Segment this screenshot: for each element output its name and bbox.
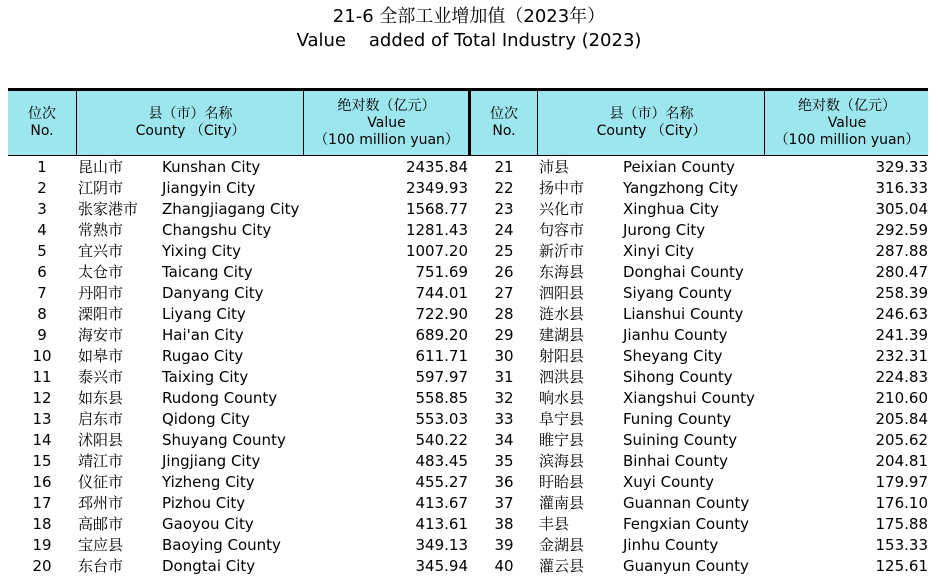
rank-cell: 29 [494, 326, 514, 344]
rank-cell: 17 [32, 494, 52, 512]
table-row [471, 430, 928, 451]
county-name-en: Qidong City [162, 410, 250, 428]
county-name-en: Changshu City [162, 221, 272, 239]
value-cell: 597.97 [415, 368, 468, 386]
county-name-en: Baoying County [162, 536, 281, 554]
rank-cell: 21 [494, 158, 514, 176]
county-name-en: Hai'an City [162, 326, 244, 344]
county-name-cn: 宜兴市 [78, 242, 124, 260]
rank-cell: 10 [32, 347, 52, 365]
county-header-cn: 县（市）名称 [609, 106, 694, 122]
county-name-cn: 扬中市 [539, 179, 585, 197]
value-header-cn: 绝对数（亿元） [337, 97, 436, 114]
value-cell: 210.60 [875, 389, 928, 407]
value-cell: 611.71 [415, 347, 468, 365]
value-cell: 175.88 [875, 515, 928, 533]
county-name-cn: 江阴市 [78, 179, 124, 197]
county-name-en: Danyang City [162, 284, 264, 302]
table-row [8, 556, 468, 577]
value-cell: 287.88 [875, 242, 928, 260]
rank-cell: 20 [32, 557, 52, 575]
county-name-cn: 靖江市 [78, 452, 124, 470]
value-cell: 2349.93 [405, 179, 468, 197]
table-row [471, 556, 928, 577]
table-row [471, 241, 928, 262]
table-row [8, 241, 468, 262]
table-row [471, 304, 928, 325]
table-row [8, 472, 468, 493]
table-row [8, 346, 468, 367]
county-name-cn: 泗洪县 [539, 368, 585, 386]
county-name-cn: 太仓市 [78, 263, 124, 281]
value-cell: 125.61 [875, 557, 928, 575]
industry-value-table [8, 88, 928, 576]
county-name-en: Pizhou City [162, 494, 246, 512]
county-name-cn: 兴化市 [539, 200, 585, 218]
table-row [471, 283, 928, 304]
value-cell: 1568.77 [405, 200, 468, 218]
county-name-en: Jinhu County [623, 536, 719, 554]
county-name-en: Taixing City [162, 368, 249, 386]
county-name-en: Yangzhong City [623, 179, 739, 197]
county-name-en: Kunshan City [162, 158, 261, 176]
value-cell: 280.47 [875, 263, 928, 281]
rank-cell: 40 [494, 557, 514, 575]
value-cell: 2435.84 [405, 158, 468, 176]
table-row [471, 409, 928, 430]
county-name-cn: 沭阳县 [78, 431, 124, 449]
county-name-cn: 泗阳县 [539, 284, 585, 302]
county-name-cn: 昆山市 [78, 158, 124, 176]
county-name-cn: 灌云县 [539, 557, 585, 575]
county-name-en: Sihong County [623, 368, 733, 386]
county-name-cn: 沛县 [539, 158, 570, 176]
county-name-cn: 东台市 [78, 557, 124, 575]
county-name-en: Shuyang County [162, 431, 286, 449]
county-name-en: Jianhu County [623, 326, 728, 344]
rank-cell: 14 [32, 431, 52, 449]
rank-cell: 37 [494, 494, 514, 512]
table-row [471, 346, 928, 367]
table-header [8, 88, 468, 156]
table-row [471, 472, 928, 493]
county-header-cn: 县（市）名称 [148, 106, 233, 122]
county-name-en: Sheyang City [623, 347, 723, 365]
value-cell: 241.39 [875, 326, 928, 344]
rank-header-cn: 位次 [28, 106, 56, 122]
table-row [8, 409, 468, 430]
table-left-half [8, 88, 468, 576]
value-cell: 349.13 [415, 536, 468, 554]
rank-cell: 33 [494, 410, 514, 428]
value-cell: 153.33 [875, 536, 928, 554]
rank-cell: 28 [494, 305, 514, 323]
rank-cell: 35 [494, 452, 514, 470]
rows-left [8, 157, 468, 577]
value-cell: 483.45 [415, 452, 468, 470]
table-row [471, 451, 928, 472]
value-cell: 232.31 [875, 347, 928, 365]
county-name-cn: 溧阳市 [78, 305, 124, 323]
county-name-cn: 泰兴市 [78, 368, 124, 386]
rank-cell: 34 [494, 431, 514, 449]
value-header-cn: 绝对数（亿元） [798, 97, 896, 114]
value-cell: 553.03 [415, 410, 468, 428]
county-header-en: County （City） [135, 123, 246, 139]
county-name-en: Rugao City [162, 347, 244, 365]
rank-cell: 27 [494, 284, 514, 302]
value-cell: 413.67 [415, 494, 468, 512]
county-name-cn: 海安市 [78, 326, 124, 344]
value-cell: 292.59 [875, 221, 928, 239]
county-name-cn: 丹阳市 [78, 284, 124, 302]
table-row [471, 220, 928, 241]
county-name-cn: 滨海县 [539, 452, 585, 470]
value-cell: 1007.20 [405, 242, 468, 260]
county-name-en: Liyang City [162, 305, 246, 323]
table-row [8, 199, 468, 220]
value-cell: 413.61 [415, 515, 468, 533]
table-row [8, 367, 468, 388]
value-cell: 540.22 [415, 431, 468, 449]
county-name-en: Jurong City [623, 221, 706, 239]
value-cell: 205.62 [875, 431, 928, 449]
rank-header-en: No. [30, 123, 54, 139]
table-row [8, 430, 468, 451]
county-name-en: Xinghua City [623, 200, 719, 218]
rank-cell: 1 [37, 158, 47, 176]
county-name-cn: 邳州市 [78, 494, 124, 512]
county-name-cn: 射阳县 [539, 347, 585, 365]
rank-cell: 4 [37, 221, 47, 239]
rank-header [471, 91, 537, 155]
county-name-cn: 宝应县 [78, 536, 124, 554]
value-header-unit: （100 million yuan） [774, 131, 920, 148]
county-header [76, 91, 304, 155]
rank-cell: 12 [32, 389, 52, 407]
rank-cell: 18 [32, 515, 52, 533]
county-name-cn: 新沂市 [539, 242, 585, 260]
value-cell: 176.10 [875, 494, 928, 512]
rank-cell: 9 [37, 326, 47, 344]
county-name-en: Lianshui County [623, 305, 744, 323]
value-cell: 751.69 [415, 263, 468, 281]
rank-cell: 11 [32, 368, 52, 386]
value-cell: 1281.43 [405, 221, 468, 239]
county-name-en: Yizheng City [162, 473, 255, 491]
rank-cell: 19 [32, 536, 52, 554]
county-name-en: Xiangshui County [623, 389, 755, 407]
county-name-cn: 盱眙县 [539, 473, 585, 491]
value-cell: 305.04 [875, 200, 928, 218]
table-row [8, 535, 468, 556]
rank-cell: 3 [37, 200, 47, 218]
rank-header-cn: 位次 [490, 106, 518, 122]
table-row [471, 178, 928, 199]
rank-cell: 8 [37, 305, 47, 323]
value-cell: 558.85 [415, 389, 468, 407]
county-name-cn: 东海县 [539, 263, 585, 281]
table-row [8, 262, 468, 283]
county-name-cn: 睢宁县 [539, 431, 585, 449]
rows-right [471, 157, 928, 577]
value-cell: 258.39 [875, 284, 928, 302]
value-header [764, 91, 929, 155]
value-cell: 689.20 [415, 326, 468, 344]
county-name-cn: 如东县 [78, 389, 124, 407]
table-right-half [471, 88, 928, 576]
rank-cell: 16 [32, 473, 52, 491]
table-title-cn: 21-6 全部工业增加值（2023年） [332, 6, 606, 27]
table-row [8, 493, 468, 514]
value-cell: 455.27 [415, 473, 468, 491]
county-name-cn: 句容市 [539, 221, 585, 239]
table-row [8, 304, 468, 325]
rank-cell: 39 [494, 536, 514, 554]
county-name-en: Jiangyin City [162, 179, 256, 197]
county-name-cn: 高邮市 [78, 515, 124, 533]
county-name-en: Jingjiang City [162, 452, 261, 470]
value-cell: 205.84 [875, 410, 928, 428]
table-row [8, 451, 468, 472]
county-name-cn: 建湖县 [539, 326, 585, 344]
value-cell: 246.63 [875, 305, 928, 323]
rank-cell: 31 [494, 368, 514, 386]
county-name-en: Suining County [623, 431, 738, 449]
value-cell: 345.94 [415, 557, 468, 575]
county-name-en: Guannan County [623, 494, 750, 512]
county-name-en: Rudong County [162, 389, 278, 407]
county-name-cn: 灌南县 [539, 494, 585, 512]
county-name-en: Yixing City [162, 242, 242, 260]
rank-cell: 2 [37, 179, 47, 197]
county-name-cn: 张家港市 [78, 200, 139, 218]
county-header-en: County （City） [596, 123, 707, 139]
table-row [8, 325, 468, 346]
county-name-en: Taicang City [162, 263, 253, 281]
county-name-en: Peixian County [623, 158, 735, 176]
value-header [303, 91, 469, 155]
table-row [471, 157, 928, 178]
value-header-unit: （100 million yuan） [314, 131, 459, 148]
county-name-cn: 仪征市 [78, 473, 124, 491]
table-title-en: Value added of Total Industry (2023) [296, 30, 642, 51]
table-header [471, 88, 928, 156]
county-name-en: Dongtai City [162, 557, 256, 575]
table-row [471, 388, 928, 409]
county-name-en: Funing County [623, 410, 732, 428]
table-row [8, 514, 468, 535]
rank-cell: 24 [494, 221, 514, 239]
rank-cell: 36 [494, 473, 514, 491]
rank-cell: 6 [37, 263, 47, 281]
table-row [471, 367, 928, 388]
county-name-en: Xuyi County [623, 473, 715, 491]
rank-cell: 26 [494, 263, 514, 281]
county-name-cn: 涟水县 [539, 305, 585, 323]
county-name-en: Zhangjiagang City [162, 200, 300, 218]
county-name-cn: 响水县 [539, 389, 585, 407]
county-name-en: Fengxian County [623, 515, 749, 533]
table-row [471, 514, 928, 535]
county-name-en: Donghai County [623, 263, 744, 281]
value-cell: 329.33 [875, 158, 928, 176]
table-row [471, 325, 928, 346]
rank-cell: 5 [37, 242, 47, 260]
table-row [8, 388, 468, 409]
table-row [471, 199, 928, 220]
county-name-en: Xinyi City [623, 242, 695, 260]
county-name-cn: 启东市 [78, 410, 124, 428]
value-cell: 744.01 [415, 284, 468, 302]
rank-header-en: No. [492, 123, 516, 139]
value-cell: 204.81 [875, 452, 928, 470]
rank-cell: 32 [494, 389, 514, 407]
rank-cell: 25 [494, 242, 514, 260]
county-name-cn: 丰县 [539, 515, 570, 533]
county-name-en: Gaoyou City [162, 515, 254, 533]
table-row [471, 493, 928, 514]
value-header-en: Value [827, 114, 867, 131]
rank-cell: 7 [37, 284, 47, 302]
county-header [537, 91, 765, 155]
value-cell: 316.33 [875, 179, 928, 197]
table-row [471, 535, 928, 556]
rank-cell: 23 [494, 200, 514, 218]
table-row [8, 157, 468, 178]
table-row [8, 178, 468, 199]
rank-cell: 13 [32, 410, 52, 428]
rank-cell: 38 [494, 515, 514, 533]
rank-cell: 15 [32, 452, 52, 470]
table-row [471, 262, 928, 283]
county-name-en: Binhai County [623, 452, 729, 470]
value-header-en: Value [367, 114, 406, 131]
county-name-cn: 阜宁县 [539, 410, 585, 428]
county-name-en: Guanyun County [623, 557, 749, 575]
county-name-cn: 金湖县 [539, 536, 585, 554]
table-row [8, 220, 468, 241]
county-name-cn: 如皋市 [78, 347, 124, 365]
county-name-en: Siyang County [623, 284, 732, 302]
table-row [8, 283, 468, 304]
rank-cell: 30 [494, 347, 514, 365]
value-cell: 179.97 [875, 473, 928, 491]
value-cell: 224.83 [875, 368, 928, 386]
county-name-cn: 常熟市 [78, 221, 124, 239]
rank-cell: 22 [494, 179, 514, 197]
rank-header [8, 91, 76, 155]
value-cell: 722.90 [415, 305, 468, 323]
